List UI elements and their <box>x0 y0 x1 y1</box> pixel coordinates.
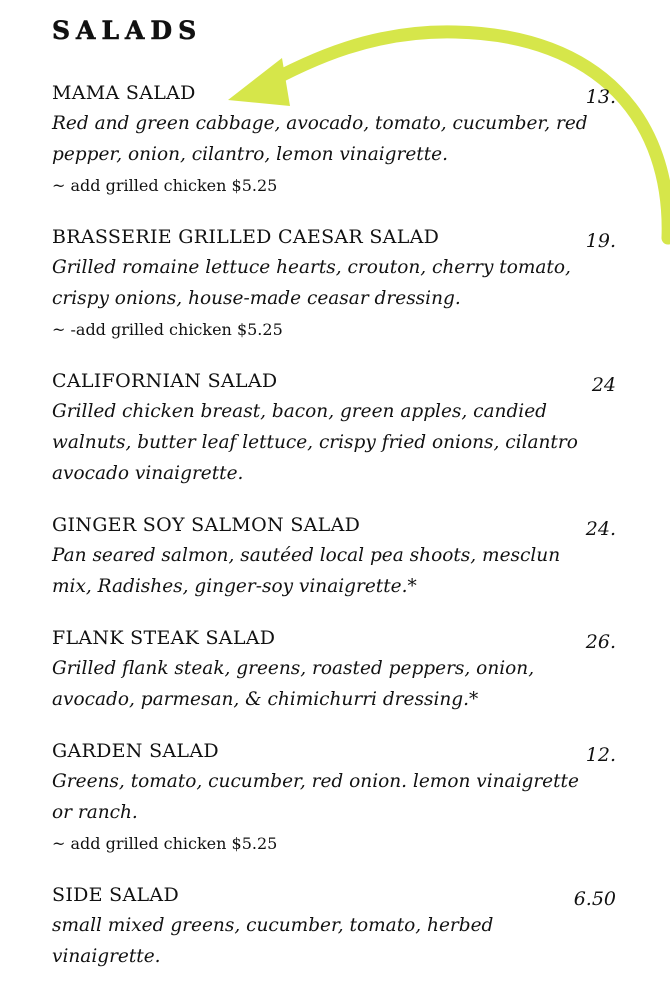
item-description: Grilled chicken breast, bacon, green apples, candied walnuts, butter leaf lettuce, crispy fried onions, cilantro avocado vinaigrette. <box>52 401 578 484</box>
item-price: 12. <box>585 744 616 766</box>
item-name: GINGER SOY SALMON SALAD <box>52 514 361 536</box>
item-description: small mixed greens, cucumber, tomato, herbed vinaigrette. <box>52 915 494 967</box>
menu-item <box>52 736 622 859</box>
item-description: Pan seared salmon, sautéed local pea shoots, mesclun mix, Radishes, ginger-soy vinaigrette.* <box>52 545 561 597</box>
section-title: SALADS <box>52 16 203 45</box>
item-name: BRASSERIE GRILLED CAESAR SALAD <box>52 226 440 248</box>
item-addon: ~ add grilled chicken $5.25 <box>52 176 278 195</box>
item-price: 24. <box>585 518 616 540</box>
menu-item <box>52 78 622 201</box>
item-name: GARDEN SALAD <box>52 740 219 762</box>
menu-list <box>52 78 622 993</box>
item-description: Red and green cabbage, avocado, tomato, cucumber, red pepper, onion, cilantro, lemon vinaigrette. <box>52 113 588 165</box>
item-price: 24 <box>591 374 616 396</box>
item-price: 6.50 <box>573 888 616 910</box>
item-description: Grilled romaine lettuce hearts, crouton, cherry tomato, crispy onions, house-made ceasar dressing. <box>52 257 571 309</box>
menu-item <box>52 623 622 715</box>
menu-item <box>52 222 622 345</box>
item-name: CALIFORNIAN SALAD <box>52 370 278 392</box>
item-addon: ~ -add grilled chicken $5.25 <box>52 320 283 339</box>
item-price: 13. <box>585 86 616 108</box>
item-name: FLANK STEAK SALAD <box>52 627 276 649</box>
item-name: SIDE SALAD <box>52 884 179 906</box>
item-addon: ~ add grilled chicken $5.25 <box>52 834 278 853</box>
menu-item <box>52 510 622 602</box>
item-description: Greens, tomato, cucumber, red onion. lemon vinaigrette or ranch. <box>52 771 579 823</box>
item-price: 26. <box>585 631 616 653</box>
item-price: 19. <box>585 230 616 252</box>
menu-item <box>52 366 622 489</box>
item-description: Grilled flank steak, greens, roasted peppers, onion, avocado, parmesan, & chimichurri dressing.* <box>52 658 535 710</box>
item-name: MAMA SALAD <box>52 82 196 104</box>
menu-item <box>52 880 622 972</box>
